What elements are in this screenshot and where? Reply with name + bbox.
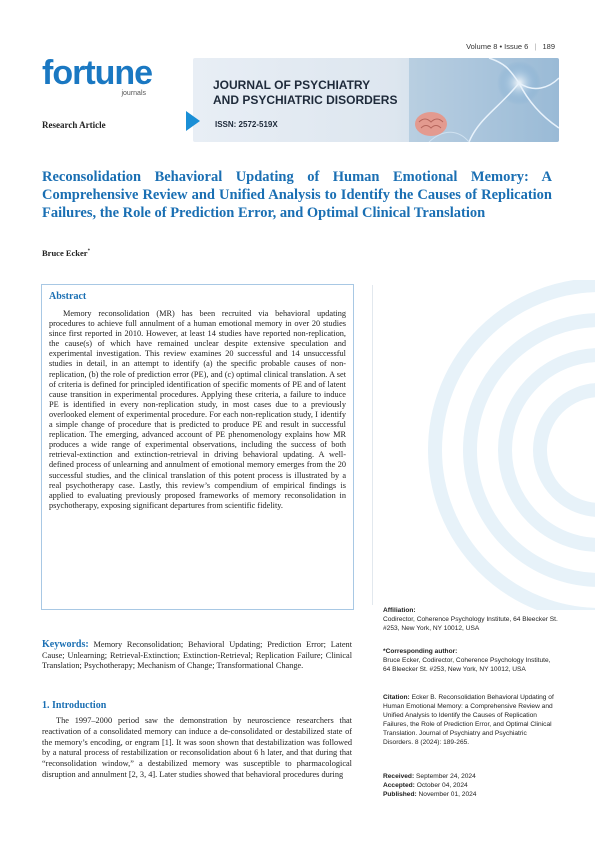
corresponding-author-block (383, 647, 558, 674)
banner-arrow-icon (186, 111, 200, 131)
journal-title (213, 78, 397, 108)
keywords-block (42, 640, 352, 672)
published-date: November 01, 2024 (418, 791, 477, 798)
keywords-label: Keywords: (42, 639, 89, 650)
corresponding-mark: * (87, 249, 91, 255)
article-type: Research Article (42, 120, 106, 130)
journal-title-line-2: AND PSYCHIATRIC DISORDERS (213, 93, 398, 107)
publisher-logo[interactable] (42, 54, 153, 100)
article-title: Reconsolidation Behavioral Updating of Human Emotional Memory: A Comprehensive Review and Unified Analysis to Identify the Causes of Replication Failures, the Role of Prediction Error, and Optimal Clinical Translation (42, 169, 552, 221)
author-line (42, 248, 90, 258)
decorative-rings-graphic (360, 280, 595, 610)
affiliation-text: Codirector, Coherence Psychology Institute, 64 Bleecker St. #253, New York, NY 10012, USA (383, 616, 558, 632)
received-label: Received: (383, 773, 415, 780)
citation-text: Ecker B. Reconsolidation Behavioral Updating of Human Emotional Memory: a Comprehensive Review and Unified Analysis to Identify the Causes of Replication Failures, the Role of Prediction Error, and Optimal Clinical Translation. Journal of Psychiatry and Psychiatric Disorders. 8 (2024): 189-265. (383, 694, 554, 746)
author-name[interactable]: Bruce Ecker (42, 248, 88, 258)
abstract-heading: Abstract (49, 291, 87, 302)
logo-word: fortune (42, 54, 153, 92)
brain-neuron-illustration (409, 58, 559, 142)
affiliation-label: Affiliation: (383, 607, 416, 614)
corresponding-label: *Corresponding author: (383, 648, 458, 655)
accepted-date: October 04, 2024 (416, 782, 468, 789)
column-divider (372, 285, 373, 605)
page-number: 189 (542, 42, 555, 51)
journal-title-line-1: JOURNAL OF PSYCHIATRY (213, 78, 371, 92)
abstract-box (41, 284, 354, 610)
corresponding-text: Bruce Ecker, Codirector, Coherence Psychology Institute, 64 Bleecker St. #253, New York, NY 10012, USA (383, 657, 551, 673)
received-date: September 24, 2024 (416, 773, 476, 780)
volume-issue-line (466, 42, 555, 51)
volume-issue: Volume 8 • Issue 6 (466, 42, 529, 51)
issn: ISSN: 2572-519X (215, 120, 278, 129)
introduction-heading: 1. Introduction (42, 700, 107, 711)
published-label: Published: (383, 791, 417, 798)
abstract-text: Memory reconsolidation (MR) has been recruited via behavioral updating procedures to achieve full annulment of a human emotional memory in over 20 studies since first reported in 2010. However, at least 14 studies have reported non-replication, the cause(s) of which have remained unclear despite extensive speculation and experimental investigation. This review examines 20 successful and 14 unsuccessful studies in detail, in an attempt to identify (a) the specific probable causes of non-replication, (b) the role of prediction error (PE), and (c) optimal clinical translation. A set of criteria is defined for principled identification of specific moments of PE and of latent cause transition in experimental procedures. Applying these criteria, a failure to induce PE is identified in every non-replication study, in most cases due to a previously overlooked element of experimental procedure. For each non-replication study, I identify a simple change of procedure that is predicted to produce PE and result in successful replication. The emerging, advanced account of PE phenomenology explains how MR produces a wide range of experimental observations, including the success of both retrieval-extinction and extinction-retrieval in driving behavioral updating. A well-defined process of unlearning and annulment of emotional memory emerges from the 20 successful studies, and the clinical translation of this potent process is illustrated by a real psychotherapy case. Lastly, this review’s compendium of empirical findings is applied to evaluating previously proposed frameworks of memory reconsolidation in psychotherapy, exposing significant departures from scientific fidelity. (49, 309, 346, 510)
citation-block (383, 693, 558, 747)
citation-label: Citation: (383, 694, 410, 701)
journal-banner (193, 58, 559, 142)
logo-subtext: journals (121, 90, 146, 97)
separator: | (534, 42, 537, 51)
affiliation-block (383, 606, 558, 633)
accepted-label: Accepted: (383, 782, 415, 789)
introduction-text: The 1997–2000 period saw the demonstration by neuroscience researchers that reactivation of a consolidated memory can induce a de-consolidated or destabilized state of the memory’s encoding, or engram [1]. It was soon shown that destabilization was followed by a natural process of restabilization or reconsolidation about 6 h later, and that during that “reconsolidation window,” a destabilized memory was susceptible to pharmacological disruption and annulment [2, 3, 4]. Later studies showed that behavioral procedures during (42, 716, 352, 779)
keywords-text: Memory Reconsolidation; Behavioral Updating; Prediction Error; Latent Cause; Unlearning; Retrieval-Extinction; Extinction-Retrieval; Replication Failure; Clinical Translation; Psychotherapy; Mechanism of Change; Transformational Change. (42, 640, 353, 670)
dates-block (383, 772, 558, 799)
